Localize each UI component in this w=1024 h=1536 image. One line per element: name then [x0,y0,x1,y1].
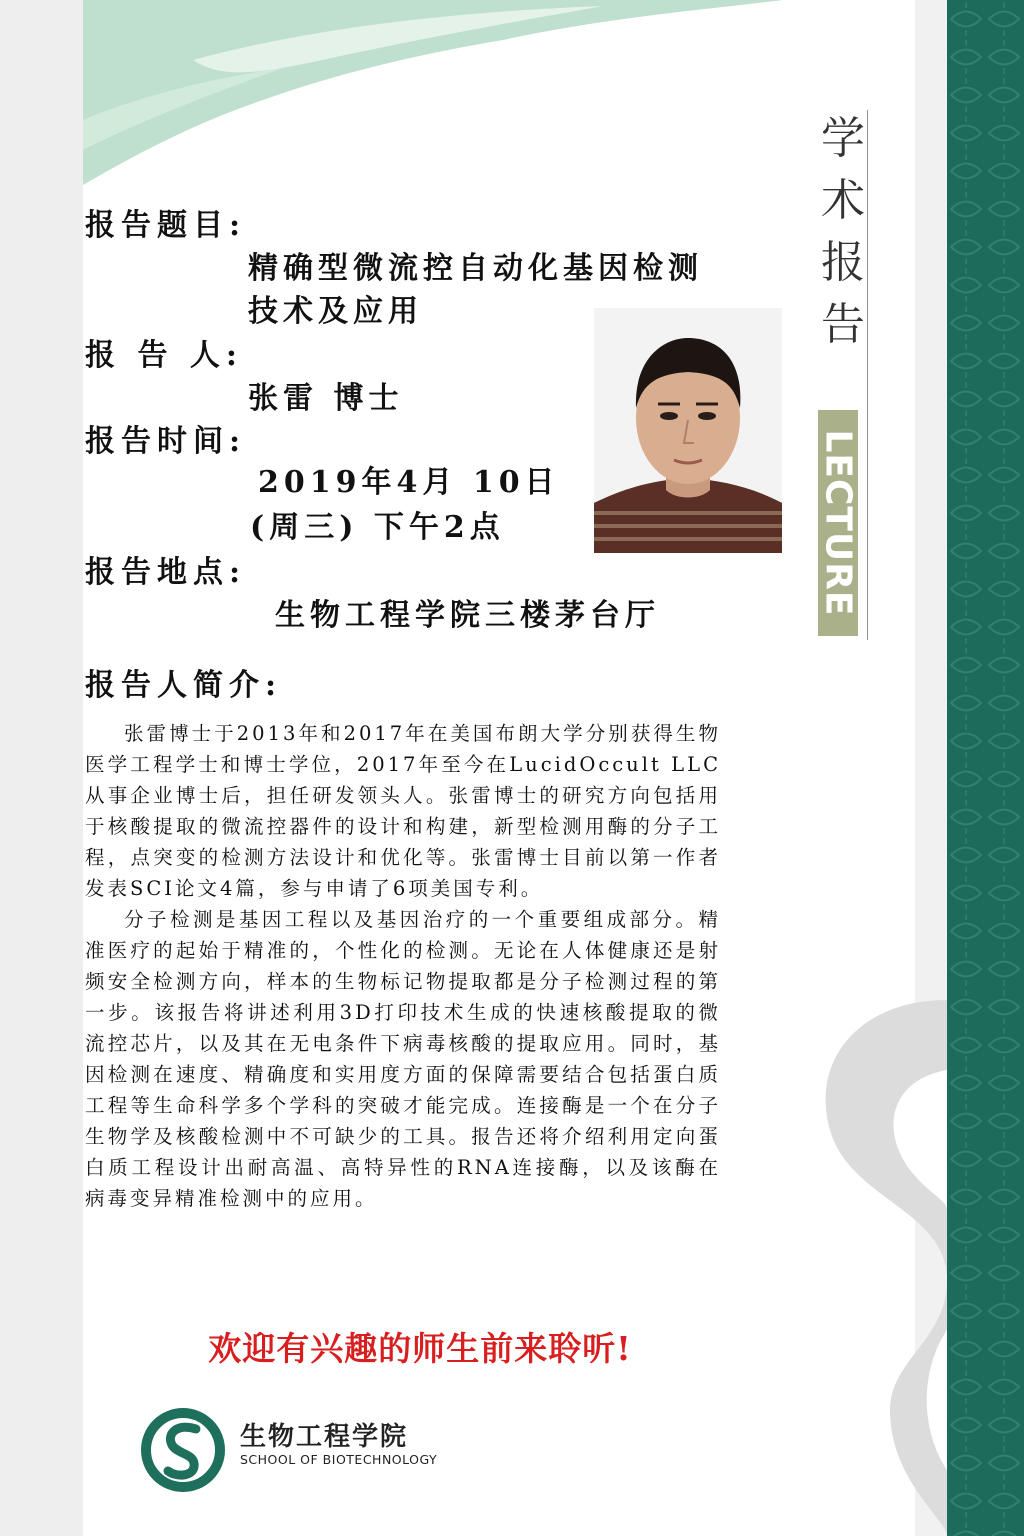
bio-paragraph-1: 张雷博士于2013年和2017年在美国布朗大学分别获得生物医学工程学士和博士学位，2017年至今在LucidOccult LLC从事企业博士后，担任研发领头人。张雷博士的研究方向包括用于核酸提取的微流控器件的设计和构建，新型检测用酶的分子工程，点突变的检测方法设计和优化等。张雷博士目前以第一作者发表SCI论文4篇，参与申请了6项美国专利。 [85,722,721,900]
speaker-name: 张雷 博士 [248,381,404,416]
bio-body [85,718,721,1214]
topic-line-2: 技术及应用 [248,294,423,329]
title-char-3: 报 [821,237,865,288]
speaker-photo [594,308,782,553]
time-label: 报告时间: [85,424,247,459]
school-name-cn: 生物工程学院 [240,1422,409,1452]
time-date: 2019年4月 10日 [258,465,560,500]
large-logo-watermark [770,980,947,1536]
bio-paragraph-2: 分子检测是基因工程以及基因治疗的一个重要组成部分。精准医疗的起始于精准的，个性化的检测。无论在人体健康还是射频安全检测方向，样本的生物标记物提取都是分子检测过程的第一步。该报告将讲述利用3D打印技术生成的快速核酸提取的微流控芯片，以及其在无电条件下病毒核酸的提取应用。同时，基因检测在速度、精确度和实用度方面的保障需要结合包括蛋白质工程等生命科学多个学科的突破才能完成。连接酶是一个在分子生物学及核酸检测中不可缺少的工具。报告还将介绍利用定向蛋白质工程设计出耐高温、高特异性的RNA连接酶，以及该酶在病毒变异精准检测中的应用。 [85,908,721,1210]
title-char-1: 学 [821,113,865,164]
title-char-4: 告 [821,299,865,350]
school-logo-icon [138,1405,228,1495]
topic-label: 报告题目: [85,208,247,243]
topic-line-1: 精确型微流控自动化基因检测 [248,251,703,286]
brush-stroke-decoration [83,0,923,190]
bio-label: 报告人简介: [85,668,283,703]
vertical-title [818,108,868,356]
welcome-message: 欢迎有兴趣的师生前来聆听! [208,1329,632,1368]
title-char-2: 术 [821,175,865,226]
left-margin-strip [0,0,83,1536]
lecture-label: LECTURE [817,429,859,617]
speaker-label: 报 告 人: [85,338,243,373]
place-value: 生物工程学院三楼茅台厅 [275,598,660,633]
right-pattern-band [947,0,1024,1536]
school-name-en: SCHOOL OF BIOTECHNOLOGY [240,1452,438,1467]
time-weekday: (周三) 下午2点 [250,510,505,545]
place-label: 报告地点: [85,555,247,590]
